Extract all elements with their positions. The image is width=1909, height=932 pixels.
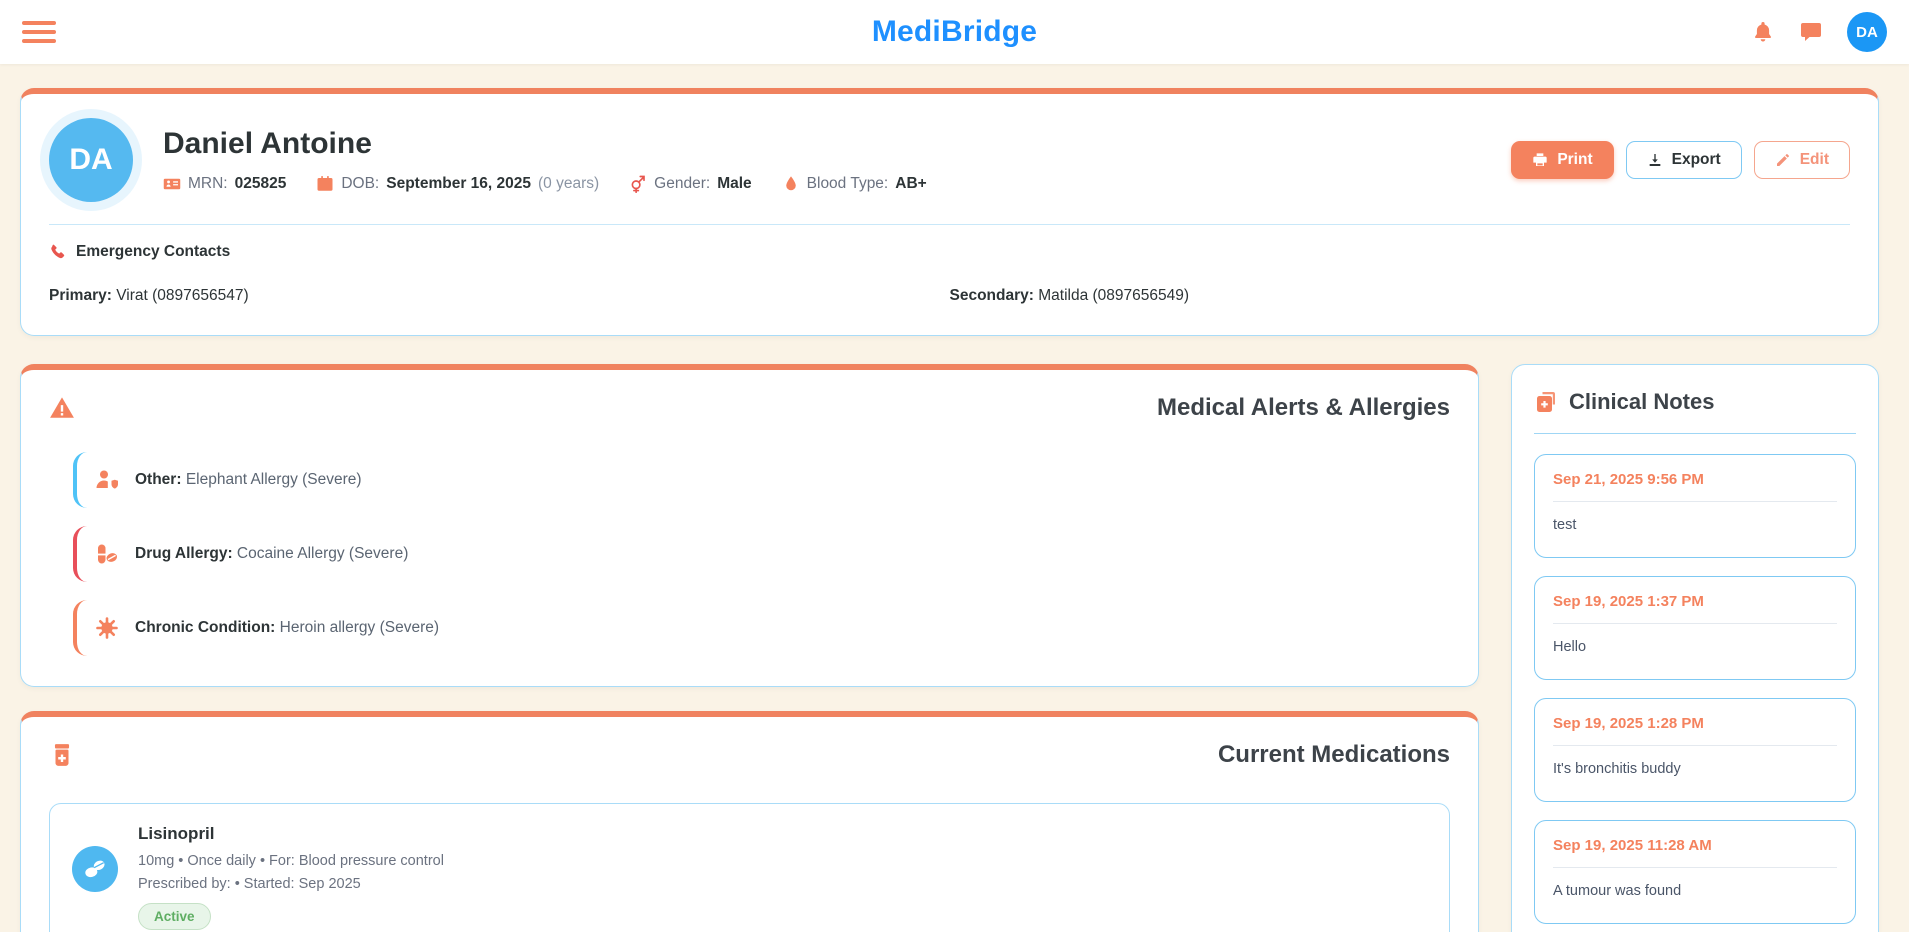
top-navigation-bar [0,0,1909,64]
divider [1553,501,1837,502]
divider [1553,867,1837,868]
clinical-note [1534,576,1856,680]
patient-avatar: DA [49,118,133,202]
note-text: test [1553,517,1577,533]
status-badge: Active [138,903,211,930]
clinical-note [1534,820,1856,924]
alert-item: Drug Allergy: Cocaine Allergy (Severe) [73,526,1450,582]
medication-details: 10mg • Once daily • For: Blood pressure control [138,853,444,869]
medications-title: Current Medications [1217,741,1450,768]
divider [49,224,1850,225]
current-medications-card [20,711,1479,932]
medical-alerts-card [20,364,1479,687]
note-text: A tumour was found [1553,883,1682,899]
blood-drop-icon [782,175,800,193]
note-date: Sep 19, 2025 1:28 PM [1553,715,1704,732]
printer-icon [1532,152,1548,168]
medication-item [49,803,1450,932]
patient-name: Daniel Antoine [163,127,372,160]
medication-prescriber: Prescribed by: • Started: Sep 2025 [138,876,361,892]
note-text: Hello [1553,639,1587,655]
note-text: It's bronchitis buddy [1553,761,1681,777]
divider [1553,623,1837,624]
alert-item: Other: Elephant Allergy (Severe) [73,452,1450,508]
edit-button[interactable]: Edit [1754,141,1850,179]
patient-blood-type: Blood Type: AB+ [782,175,927,193]
virus-icon [95,616,119,640]
calendar-icon [316,175,334,193]
patient-dob: DOB: September 16, 2025 (0 years) [316,175,599,193]
pill-bottle-icon [49,742,75,768]
clinical-notes-title: Clinical Notes [1569,389,1715,414]
divider [1553,745,1837,746]
secondary-contact: Secondary: Matilda (0897656549) [949,287,1190,304]
user-avatar[interactable]: DA [1847,12,1887,52]
note-date: Sep 21, 2025 9:56 PM [1553,471,1704,488]
print-button[interactable]: Print [1511,141,1613,179]
gender-icon [629,175,647,193]
pills-icon [95,542,119,566]
clinical-note [1534,454,1856,558]
note-date: Sep 19, 2025 1:37 PM [1553,593,1704,610]
notes-plus-icon [1534,390,1558,414]
export-button[interactable]: Export [1626,141,1742,179]
id-card-icon [163,175,181,193]
phone-icon [49,243,67,261]
patient-mrn: MRN: 025825 [163,175,286,193]
clinical-note [1534,698,1856,802]
patient-summary-card [20,88,1879,336]
app-title: MediBridge [871,15,1038,48]
messages-chat-icon[interactable] [1799,20,1823,44]
note-date: Sep 19, 2025 11:28 AM [1553,837,1712,854]
emergency-contacts-heading: Emergency Contacts [49,243,1850,261]
pencil-icon [1775,152,1791,168]
patient-gender: Gender: Male [629,175,751,193]
medication-name: Lisinopril [138,824,215,843]
download-icon [1647,152,1663,168]
divider [1534,433,1856,434]
clinical-notes-panel [1511,364,1879,932]
person-shield-icon [95,468,119,492]
menu-icon[interactable] [22,16,56,48]
primary-contact: Primary: Virat (0897656547) [49,287,249,304]
notifications-bell-icon[interactable] [1751,20,1775,44]
warning-triangle-icon [49,395,75,421]
alerts-title: Medical Alerts & Allergies [1157,394,1450,421]
alert-item: Chronic Condition: Heroin allergy (Severe) [73,600,1450,656]
medication-pills-icon [72,846,118,892]
